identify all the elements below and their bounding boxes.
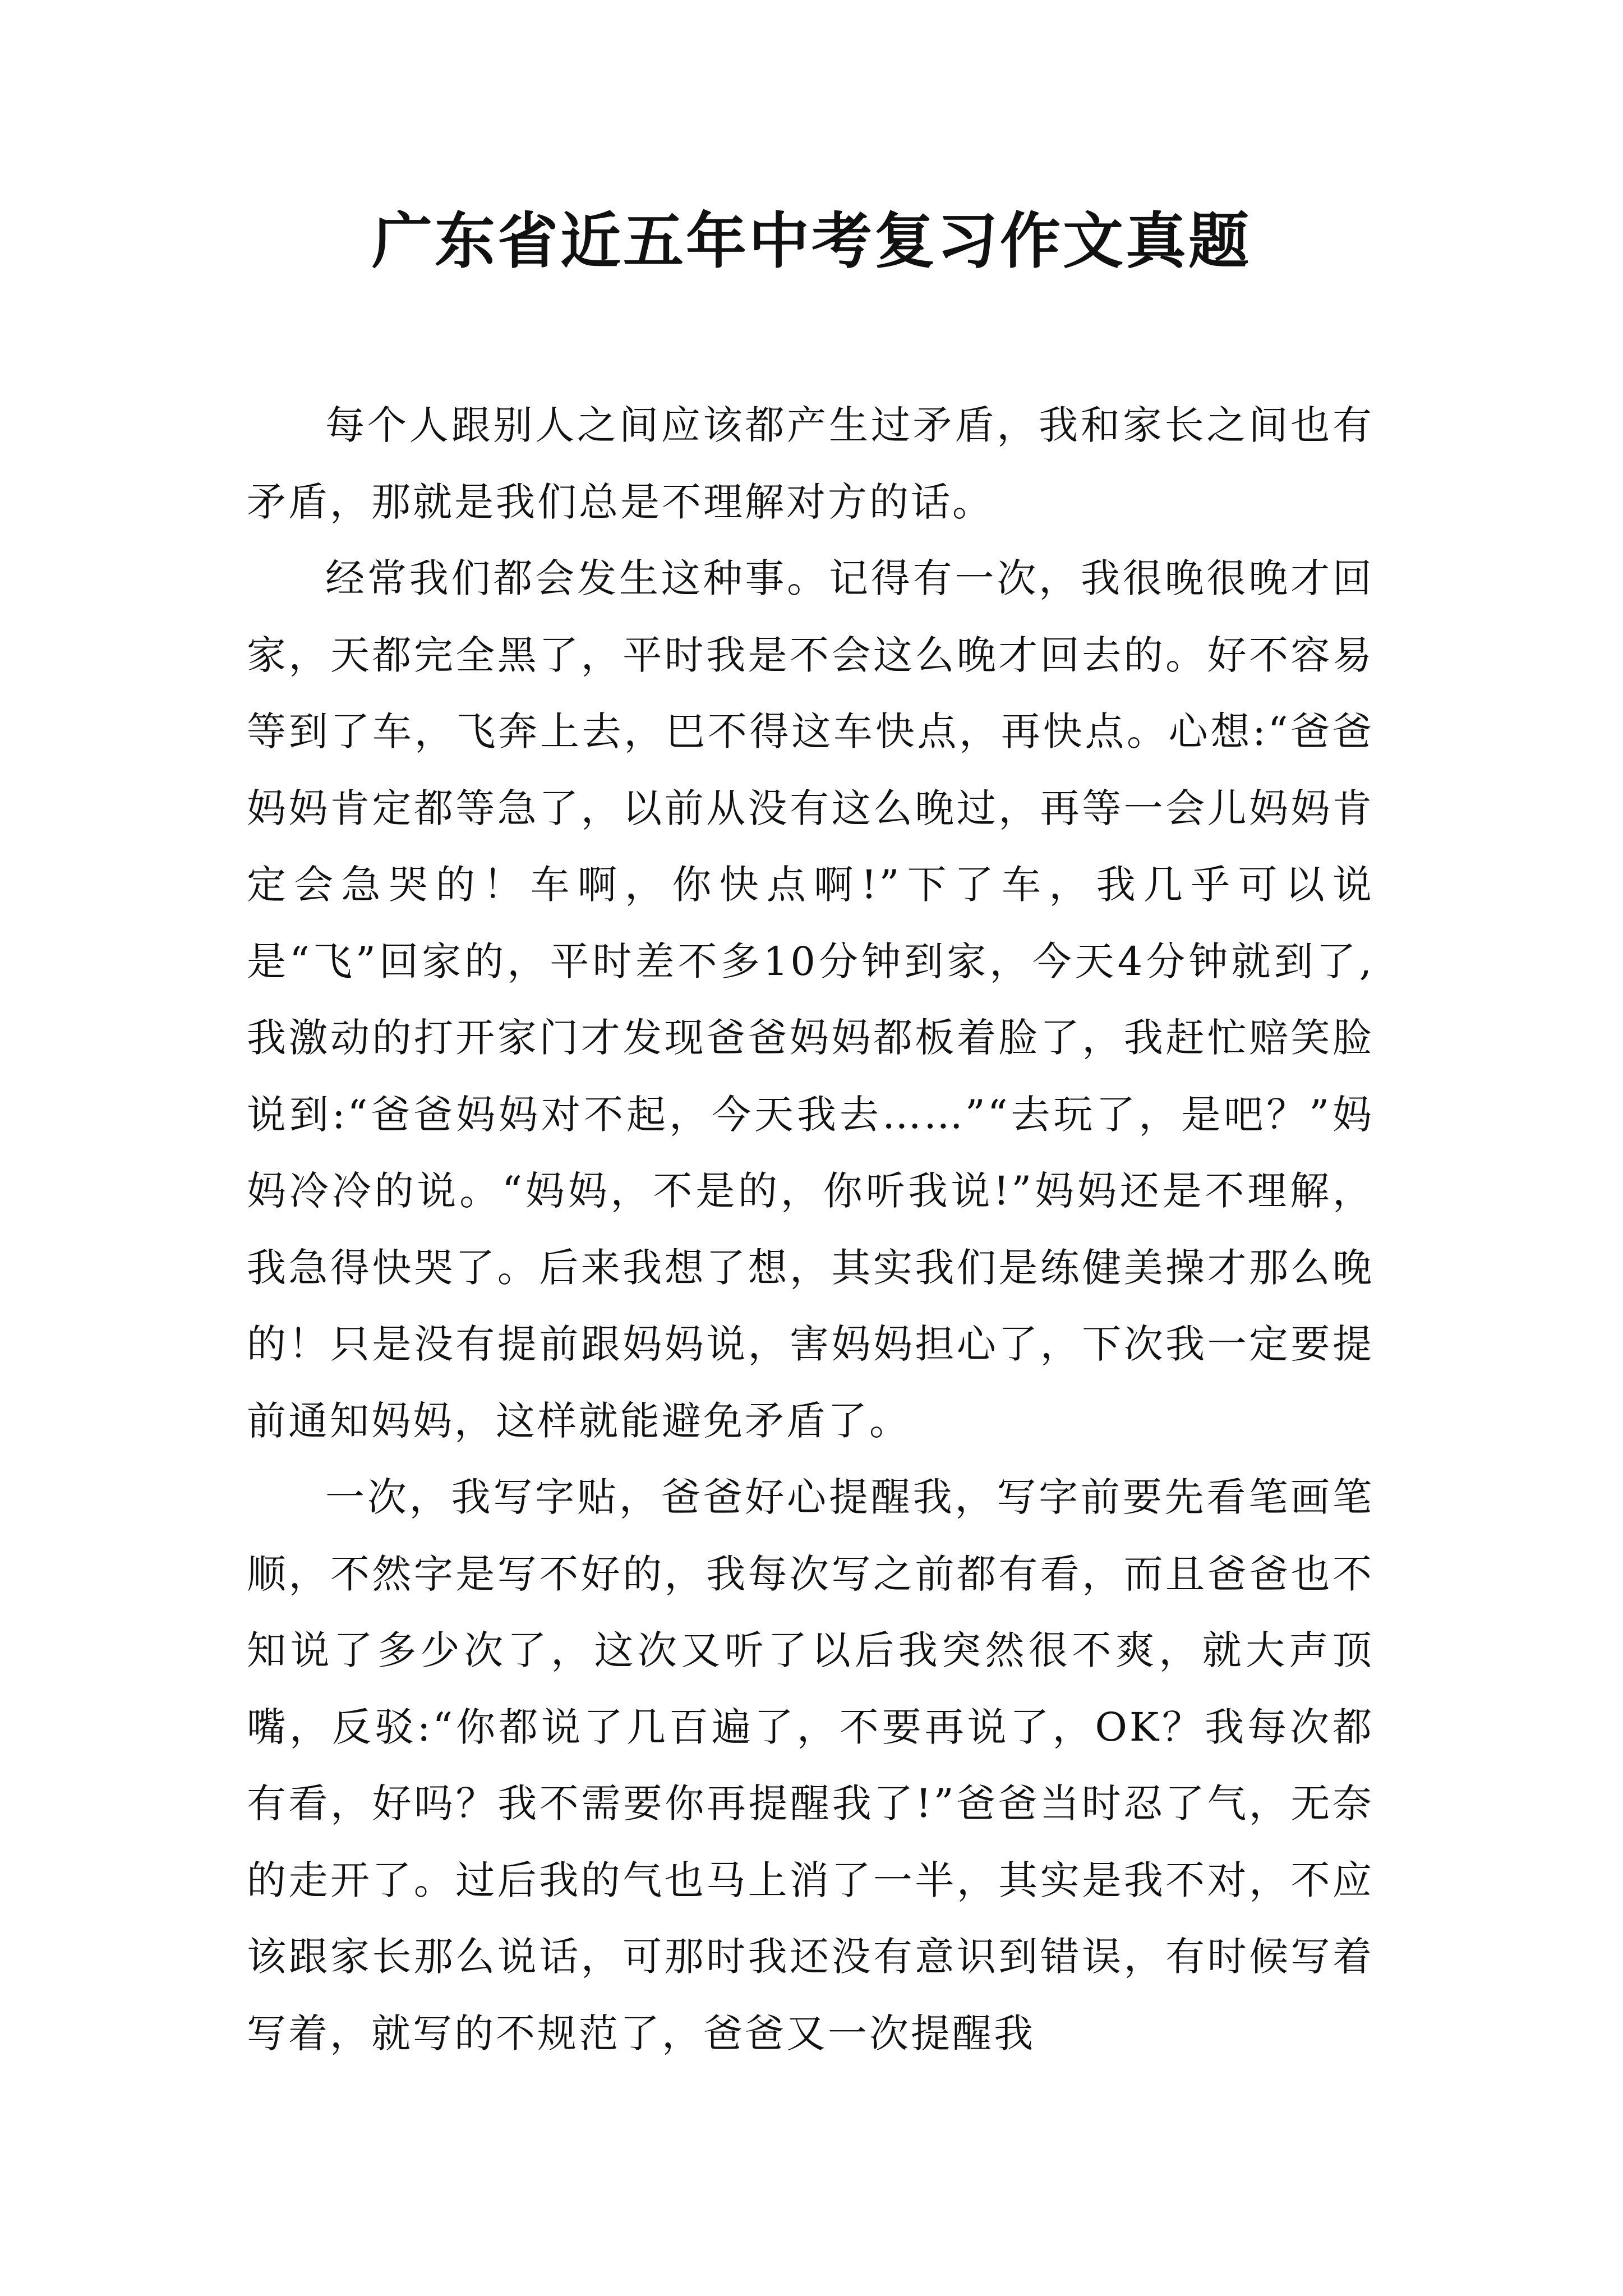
body-paragraph-2: 经常我们都会发生这种事。记得有一次，我很晚很晚才回家，天都完全黑了，平时我是不会这么晚才回去的。好不容易等到了车，飞奔上去，巴不得这车快点，再快点。心想:“爸爸妈妈肯定都等急了，以前从没有这么晚过，再等一会儿妈妈肯定会急哭的！车啊，你快点啊!”下了车，我几乎可以说是“飞”回家的，平时差不多10分钟到家，今天4分钟就到了,我激动的打开家门才发现爸爸妈妈都板着脸了，我赶忙赔笑脸说到:“爸爸妈妈对不起，今天我去……”“去玩了，是吧？”妈妈冷冷的说。“妈妈，不是的，你听我说!”妈妈还是不理解，我急得快哭了。后来我想了想，其实我们是练健美操才那么晚的！只是没有提前跟妈妈说，害妈妈担心了，下次我一定要提前通知妈妈，这样就能避免矛盾了。 xyxy=(247,555,1374,1444)
body-paragraph-3: 一次，我写字贴，爸爸好心提醒我，写字前要先看笔画笔顺，不然字是写不好的，我每次写之前都有看，而且爸爸也不知说了多少次了，这次又听了以后我突然很不爽，就大声顶嘴，反驳:“你都说了几百遍了，不要再说了，OK？我每次都有看，好吗？我不需要你再提醒我了!”爸爸当时忍了气，无奈的走开了。过后我的气也马上消了一半，其实是我不对，不应该跟家长那么说话，可那时我还没有意识到错误，有时候写着写着，就写的不规范了，爸爸又一次提醒我 xyxy=(247,1474,1374,2056)
body-paragraph-1: 每个人跟别人之间应该都产生过矛盾，我和家长之间也有矛盾，那就是我们总是不理解对方的话。 xyxy=(247,402,1374,525)
document-body xyxy=(247,387,1374,2072)
document-title: 广东省近五年中考复习作文真题 xyxy=(371,206,1251,277)
